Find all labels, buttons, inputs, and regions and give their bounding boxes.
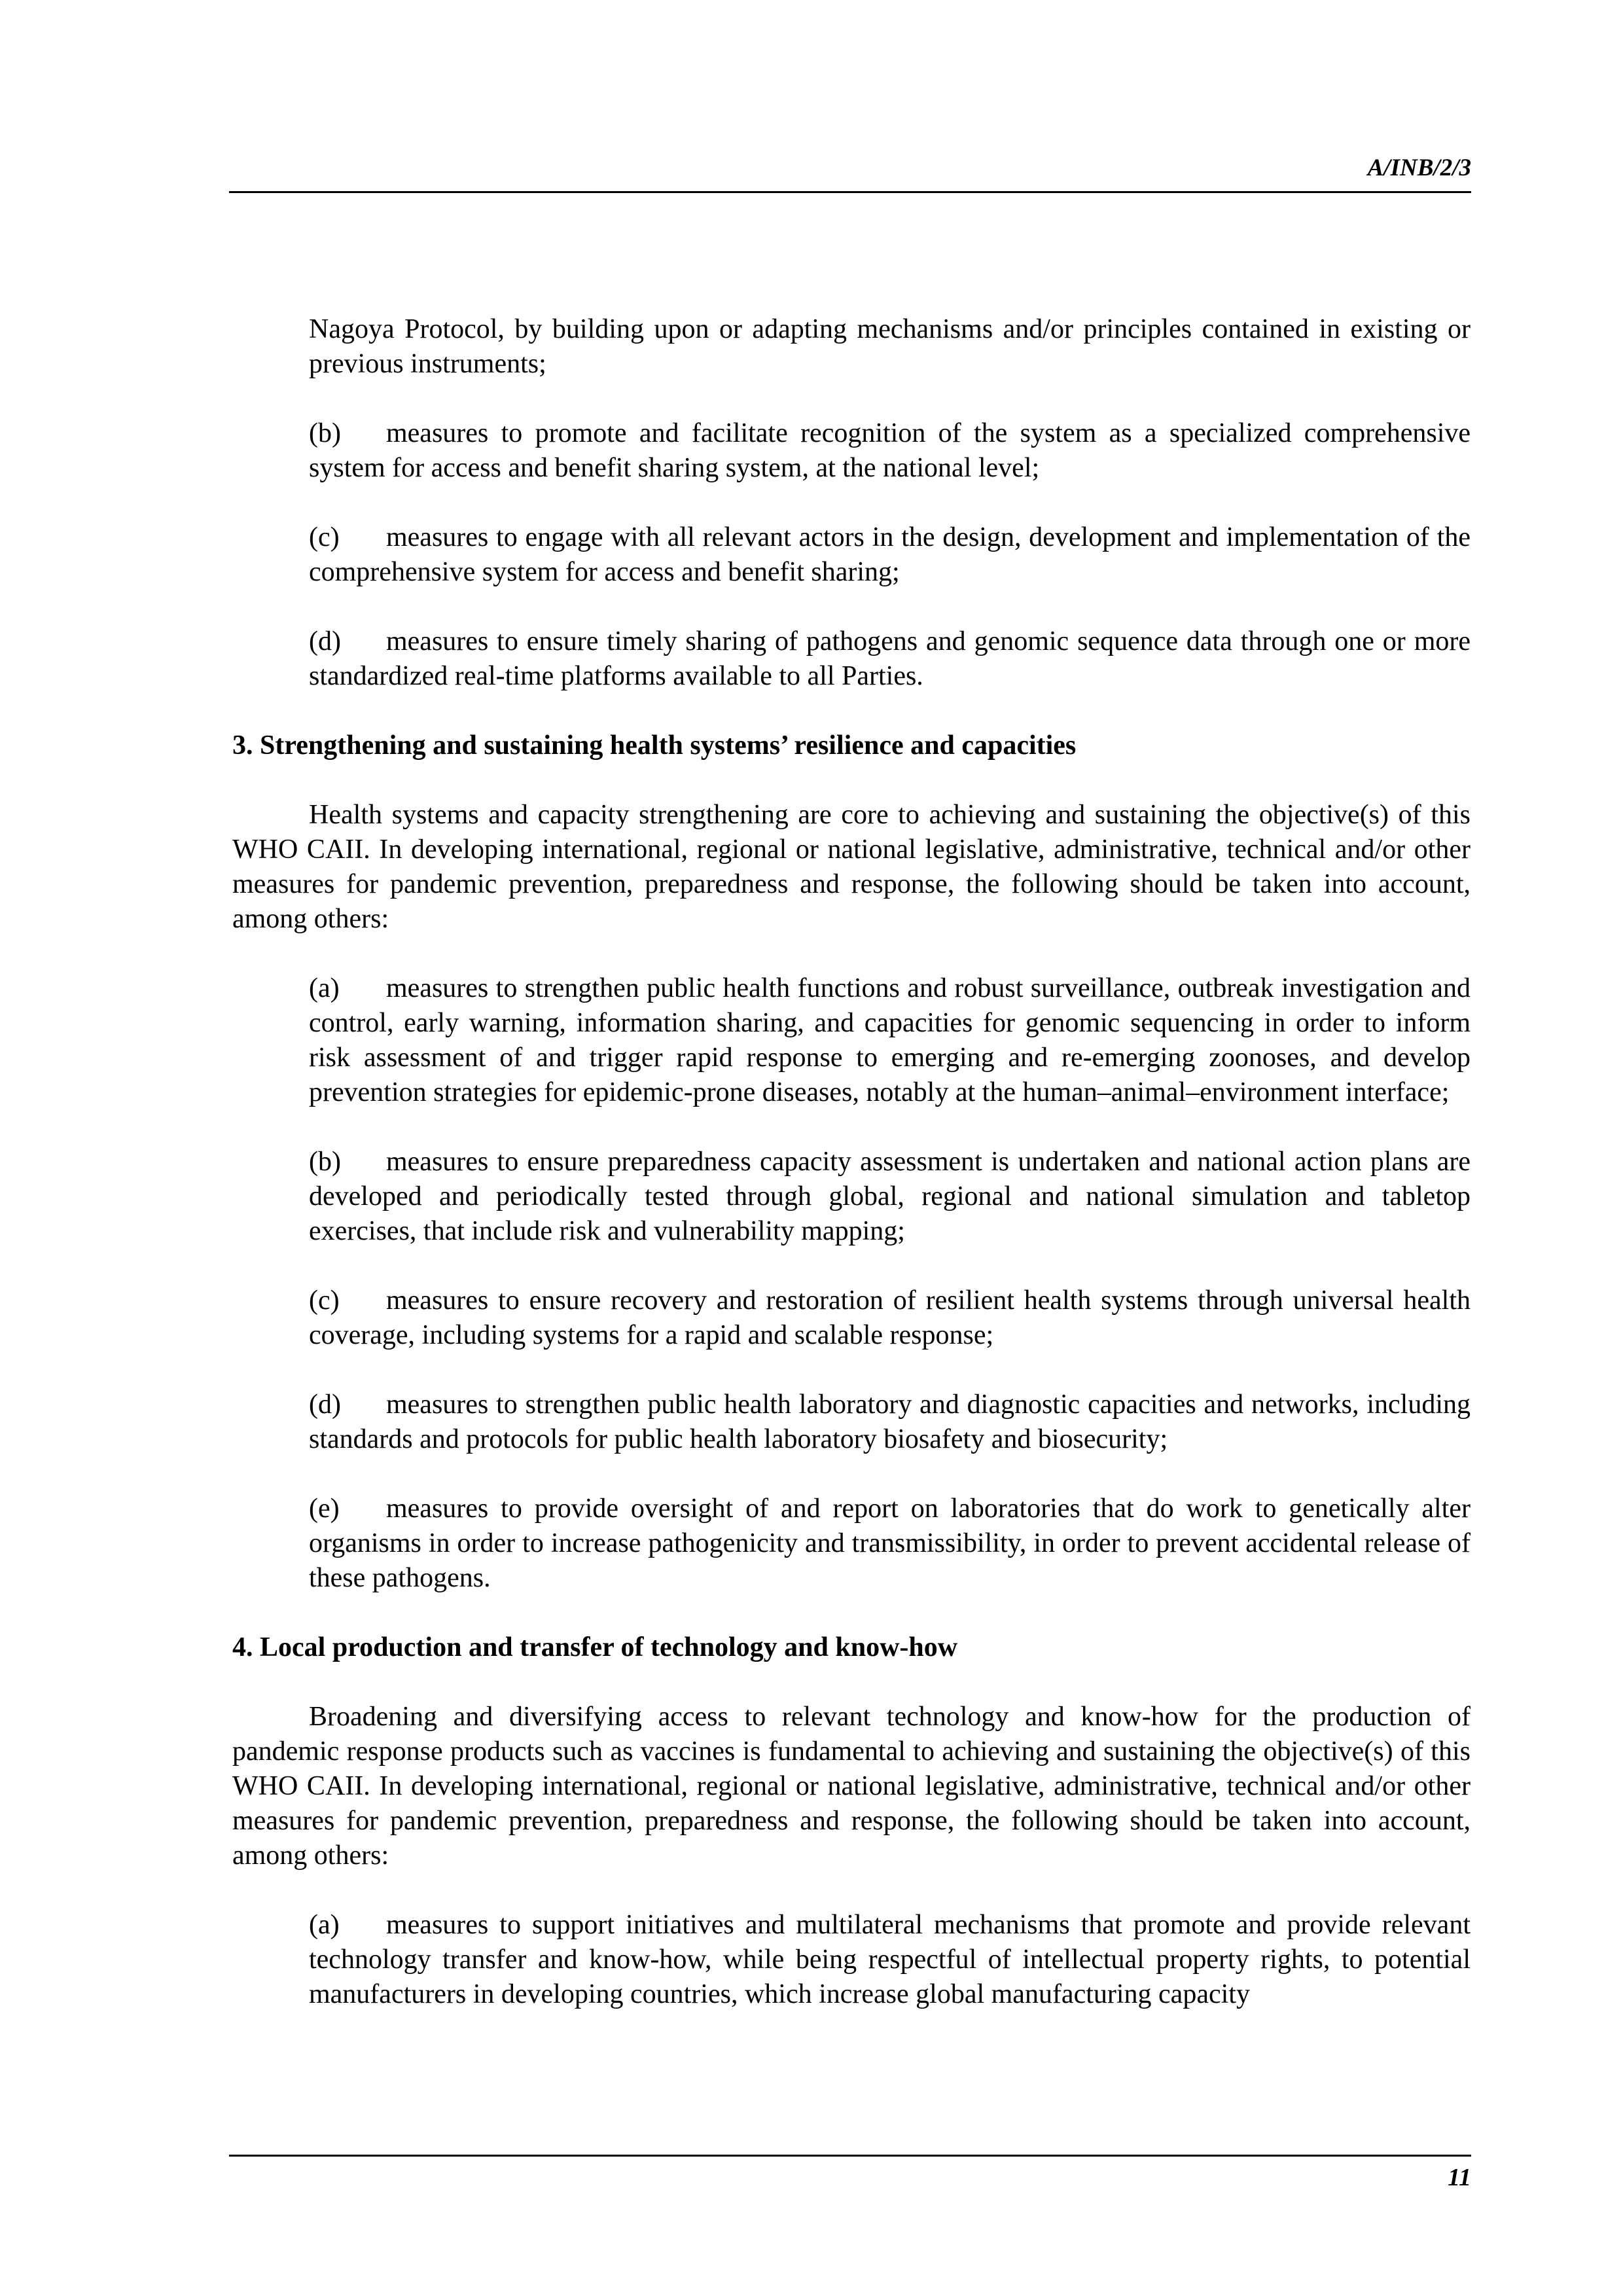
item-label: (d)	[309, 626, 341, 656]
document-body	[232, 312, 1471, 2047]
item-label: (a)	[309, 1910, 340, 1940]
list-item	[309, 1908, 1471, 2012]
item-text: measures to provide oversight of and report on laboratories that do work to genetically alter organisms in order to increase pathogenicity and transmissibility, in order to prevent accidental release of these pathogens.	[309, 1494, 1471, 1593]
list-item	[309, 1283, 1471, 1353]
section-heading: 3. Strengthening and sustaining health systems’ resilience and capacities	[232, 730, 1077, 761]
continued-list-item	[309, 312, 1471, 382]
item-text: measures to support initiatives and multilateral mechanisms that promote and provide relevant technology transfer and know-how, while being respectful of intellectual property rights, to potential manufacturers in developing countries, which increase global manufacturing capacity	[309, 1910, 1471, 2009]
section-intro: Broadening and diversifying access to relevant technology and know-how for the production of pandemic response products such as vaccines is fundamental to achieving and sustaining the objective(s) of this WHO CAII. In developing international, regional or national legislative, administrative, technical and/or other measures for pandemic prevention, preparedness and response, the following should be taken into account, among others:	[232, 1702, 1471, 1871]
section-heading: 4. Local production and transfer of technology and know-how	[232, 1632, 958, 1662]
list-item	[309, 624, 1471, 694]
page-header	[229, 154, 1471, 193]
page-number: 11	[1448, 2164, 1471, 2191]
item-text: measures to promote and facilitate recognition of the system as a specialized comprehensive system for access and benefit sharing system, at the national level;	[309, 418, 1471, 483]
item-label: (b)	[309, 418, 341, 448]
list-item	[309, 520, 1471, 590]
document-reference: A/INB/2/3	[1367, 154, 1471, 181]
item-text: measures to strengthen public health functions and robust surveillance, outbreak investigation and control, early warning, information sharing, and capacities for genomic sequencing in order to inform risk assessment of and trigger rapid response to emerging and re-emerging zoonoses, and develop prevention strategies for epidemic-prone diseases, notably at the human–animal–environment interface;	[309, 973, 1471, 1107]
item-label: (a)	[309, 973, 340, 1003]
list-item	[309, 1492, 1471, 1596]
list-item	[309, 971, 1471, 1110]
item-text: measures to ensure recovery and restoration of resilient health systems through universal health coverage, including systems for a rapid and scalable response;	[309, 1285, 1471, 1350]
item-text: measures to strengthen public health laboratory and diagnostic capacities and networks, including standards and protocols for public health laboratory biosafety and biosecurity;	[309, 1390, 1471, 1454]
item-text: measures to ensure preparedness capacity assessment is undertaken and national action plans are developed and periodically tested through global, regional and national simulation and tabletop exercises, that include risk and vulnerability mapping;	[309, 1147, 1471, 1246]
item-text: measures to engage with all relevant actors in the design, development and implementation of the comprehensive system for access and benefit sharing;	[309, 522, 1471, 587]
list-item	[309, 1145, 1471, 1249]
item-text: Nagoya Protocol, by building upon or adapting mechanisms and/or principles contained in existing or previous instruments;	[309, 314, 1471, 379]
item-label: (d)	[309, 1390, 341, 1420]
item-label: (b)	[309, 1147, 341, 1177]
item-text: measures to ensure timely sharing of pathogens and genomic sequence data through one or more standardized real-time platforms available to all Parties.	[309, 626, 1471, 691]
list-item	[309, 416, 1471, 486]
item-label: (e)	[309, 1494, 340, 1524]
section-intro: Health systems and capacity strengthening are core to achieving and sustaining the objective(s) of this WHO CAII. In developing international, regional or national legislative, administrative, technical and/or other measures for pandemic prevention, preparedness and response, the following should be taken into account, among others:	[232, 800, 1471, 934]
item-label: (c)	[309, 1285, 340, 1316]
item-label: (c)	[309, 522, 340, 552]
list-item	[309, 1388, 1471, 1457]
page-footer	[229, 2155, 1471, 2191]
